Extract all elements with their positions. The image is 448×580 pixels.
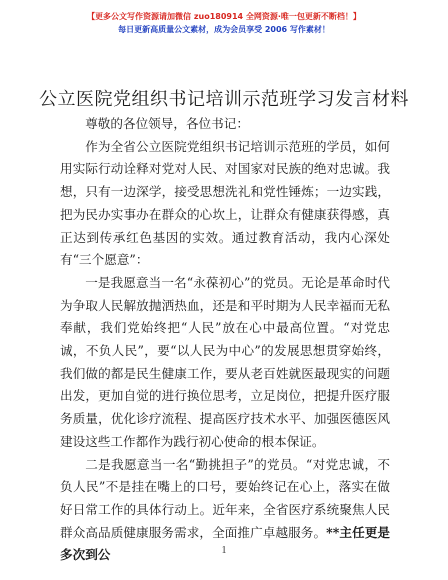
promo-banner-line1: 【更多公文写作资源请加微信 zuo180914 全网资源·唯一包更新不断档！】	[87, 12, 361, 21]
promo-banner-line2: 每日更新高质量公文素材，成为会员享受 2006 写作素材！	[118, 25, 330, 34]
document-title: 公立医院党组织书记培训示范班学习发言材料	[39, 89, 409, 110]
intro-paragraph: 作为全省公立医院党组织书记培训示范班的学员，如何用实际行动诠释对党对人民、对国家对民族的绝对忠诚。我想，只有一边深学，接受思想洗礼和党性锤炼；一边实践，把为民办实事办在群众的心坎上，让群众有健康获得感，真正达到传承红色基因的实效。通过教育活动，我内心深处有“三个愿意”：	[60, 138, 390, 268]
document-body	[60, 113, 390, 567]
point-two-bold-text: **主任更是多次到公	[60, 524, 391, 563]
promo-banner	[0, 10, 448, 36]
point-one-paragraph: 一是我愿意当一名“永葆初心”的党员。无论是革命时代为争取人民解放抛洒热血，还是和平时期为人民幸福而无私奉献，我们党始终把“人民”放在心中最高位置。“对党忠诚，不负人民”，要“以人民为中心”的发展思想贯穿始终，我们做的都是民生健康工作，要从老百姓就医最现实的问题出发，更加自觉的进行换位思考，立足岗位，把提升医疗服务质量，优化诊疗流程、提高医疗技术水平、加强医德医风建设这些工作都作为践行初心使命的根本保证。	[60, 274, 390, 449]
point-two-text: 二是我愿意当一名“勤挑担子”的党员。“对党忠诚，不负人民”不是挂在嘴上的口号，要始终记在心上，落实在做好日常工作的具体行动上。近年来，全省医疗系统聚焦人民群众高品质健康服务需求，全面推广卓越服务。	[60, 456, 390, 540]
page-number: 1	[221, 545, 227, 556]
salutation: 尊敬的各位领导，各位书记：	[85, 116, 249, 131]
